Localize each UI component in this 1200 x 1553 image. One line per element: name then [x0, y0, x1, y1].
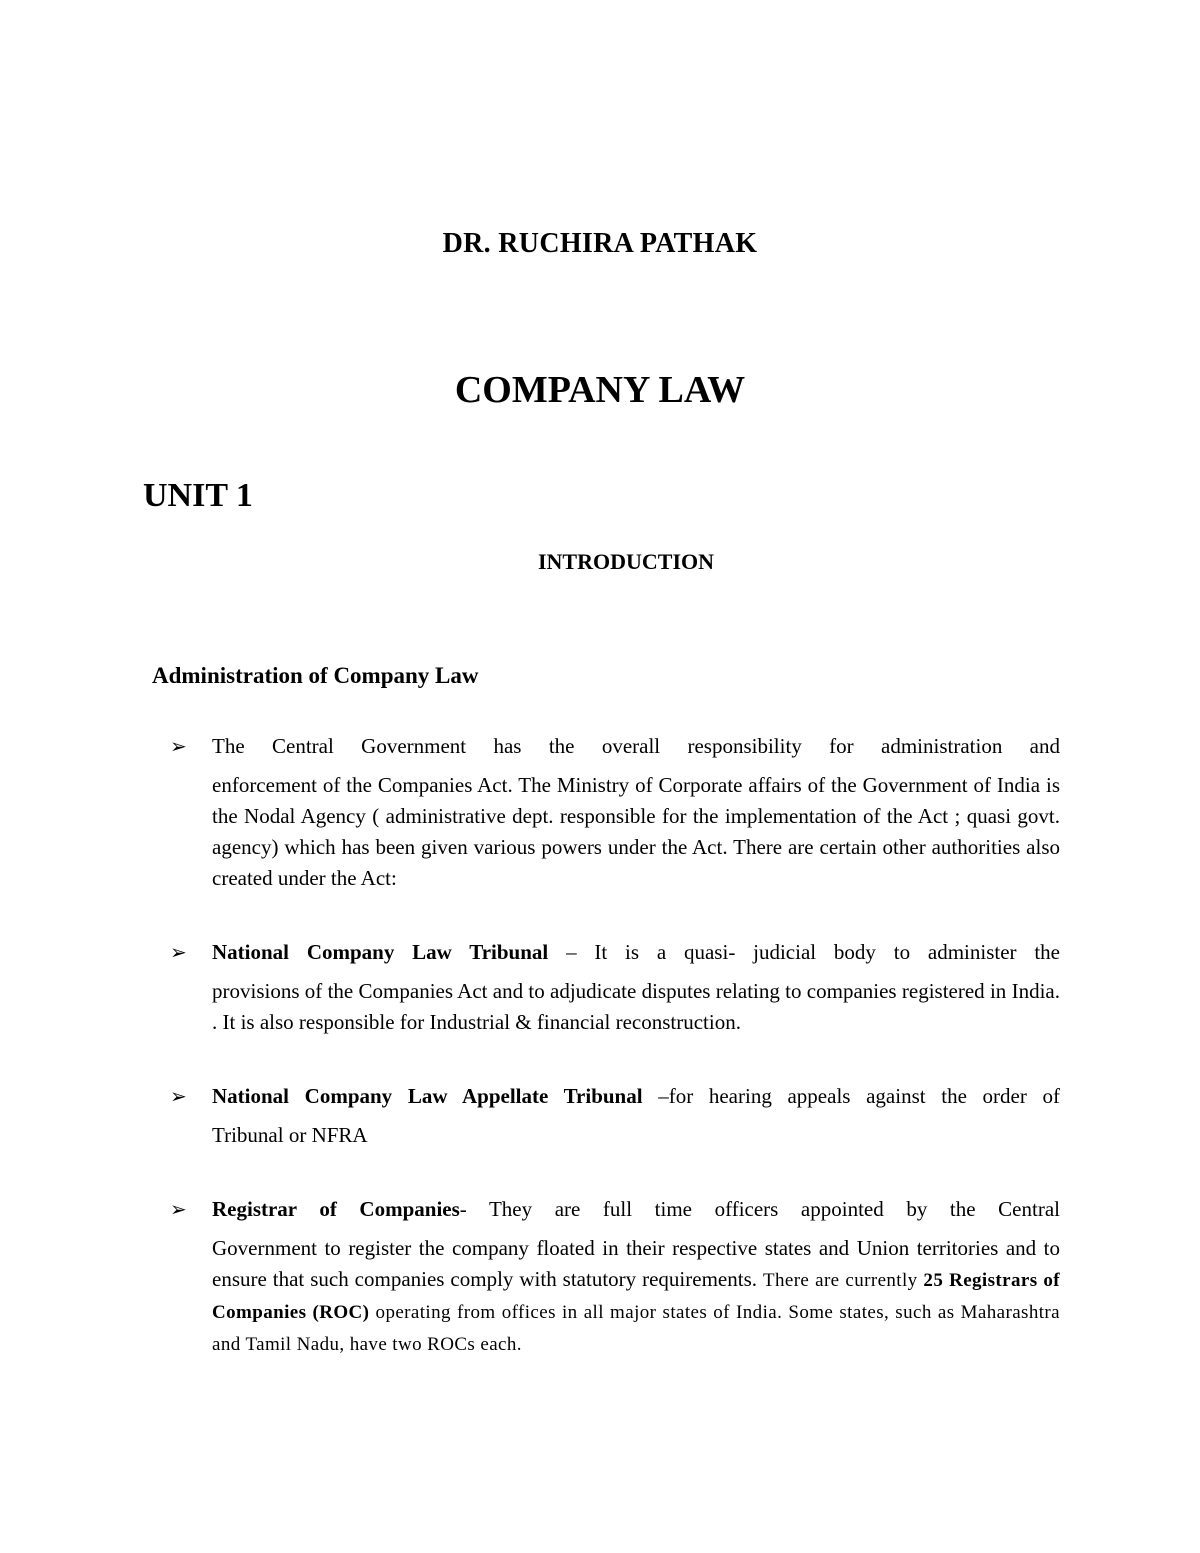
document-title: COMPANY LAW [454, 369, 746, 411]
bullet-first-line-text: –for hearing appeals against the order of [642, 1084, 1060, 1108]
bullet-first-line-text: – It is a quasi- judicial body to administer the [548, 940, 1061, 964]
bullet-text: provisions of the Companies Act and to adjudicate disputes relating to companies registered in India. . It is also responsible for Industrial & financial reconstruction. [212, 979, 1060, 1034]
section-heading-introduction: INTRODUCTION [537, 549, 715, 574]
bullet-term: National Company Law Appellate Tribunal [212, 1084, 643, 1108]
bullet-text: enforcement of the Companies Act. The Ministry of Corporate affairs of the Government of India is the Nodal Agency ( administrative dept. responsible for the implementation of the Act ; quasi govt. agency) which has been given various powers under the Act. There are certain other authorities also created under the Act: [212, 773, 1060, 890]
author-name: DR. RUCHIRA PATHAK [442, 228, 758, 259]
bullet-term-roc-count: 25 Registrars of Companies (ROC) [212, 1270, 1060, 1323]
bullet-first-line [212, 1081, 1060, 1112]
bullet-item-nclat [160, 1081, 1060, 1151]
arrow-bullet-icon: ➢ [170, 1199, 187, 1221]
bullet-first-line-text: - They are full time officers appointed by the Central [459, 1197, 1060, 1221]
unit-heading: UNIT 1 [143, 477, 253, 514]
bullet-list [160, 731, 1060, 1360]
bullet-item-central-government [160, 731, 1060, 894]
bullet-text-small: There are currently [762, 1270, 924, 1291]
bullet-item-roc [160, 1194, 1060, 1360]
bullet-text: Government to register the company floated in their respective states and Union territories and to ensure that such companies comply with statutory requirements. [212, 1236, 1060, 1291]
bullet-first-line [212, 1194, 1060, 1225]
bullet-term: National Company Law Tribunal [212, 940, 549, 964]
bullet-text-small: operating from offices in all major states of India. Some states, such as Maharashtra and Tamil Nadu, have two ROCs each. [212, 1302, 1060, 1355]
bullet-first-line: The Central Government has the overall responsibility for administration and [212, 734, 1060, 758]
arrow-bullet-icon: ➢ [170, 1086, 187, 1108]
bullet-text: Tribunal or NFRA [212, 1123, 368, 1147]
bullet-term: Registrar of Companies [212, 1197, 460, 1221]
subheading-administration: Administration of Company Law [152, 663, 479, 688]
bullet-item-nclt [160, 937, 1060, 1038]
bullet-first-line [212, 937, 1060, 968]
arrow-bullet-icon: ➢ [170, 942, 187, 964]
arrow-bullet-icon: ➢ [170, 736, 187, 758]
